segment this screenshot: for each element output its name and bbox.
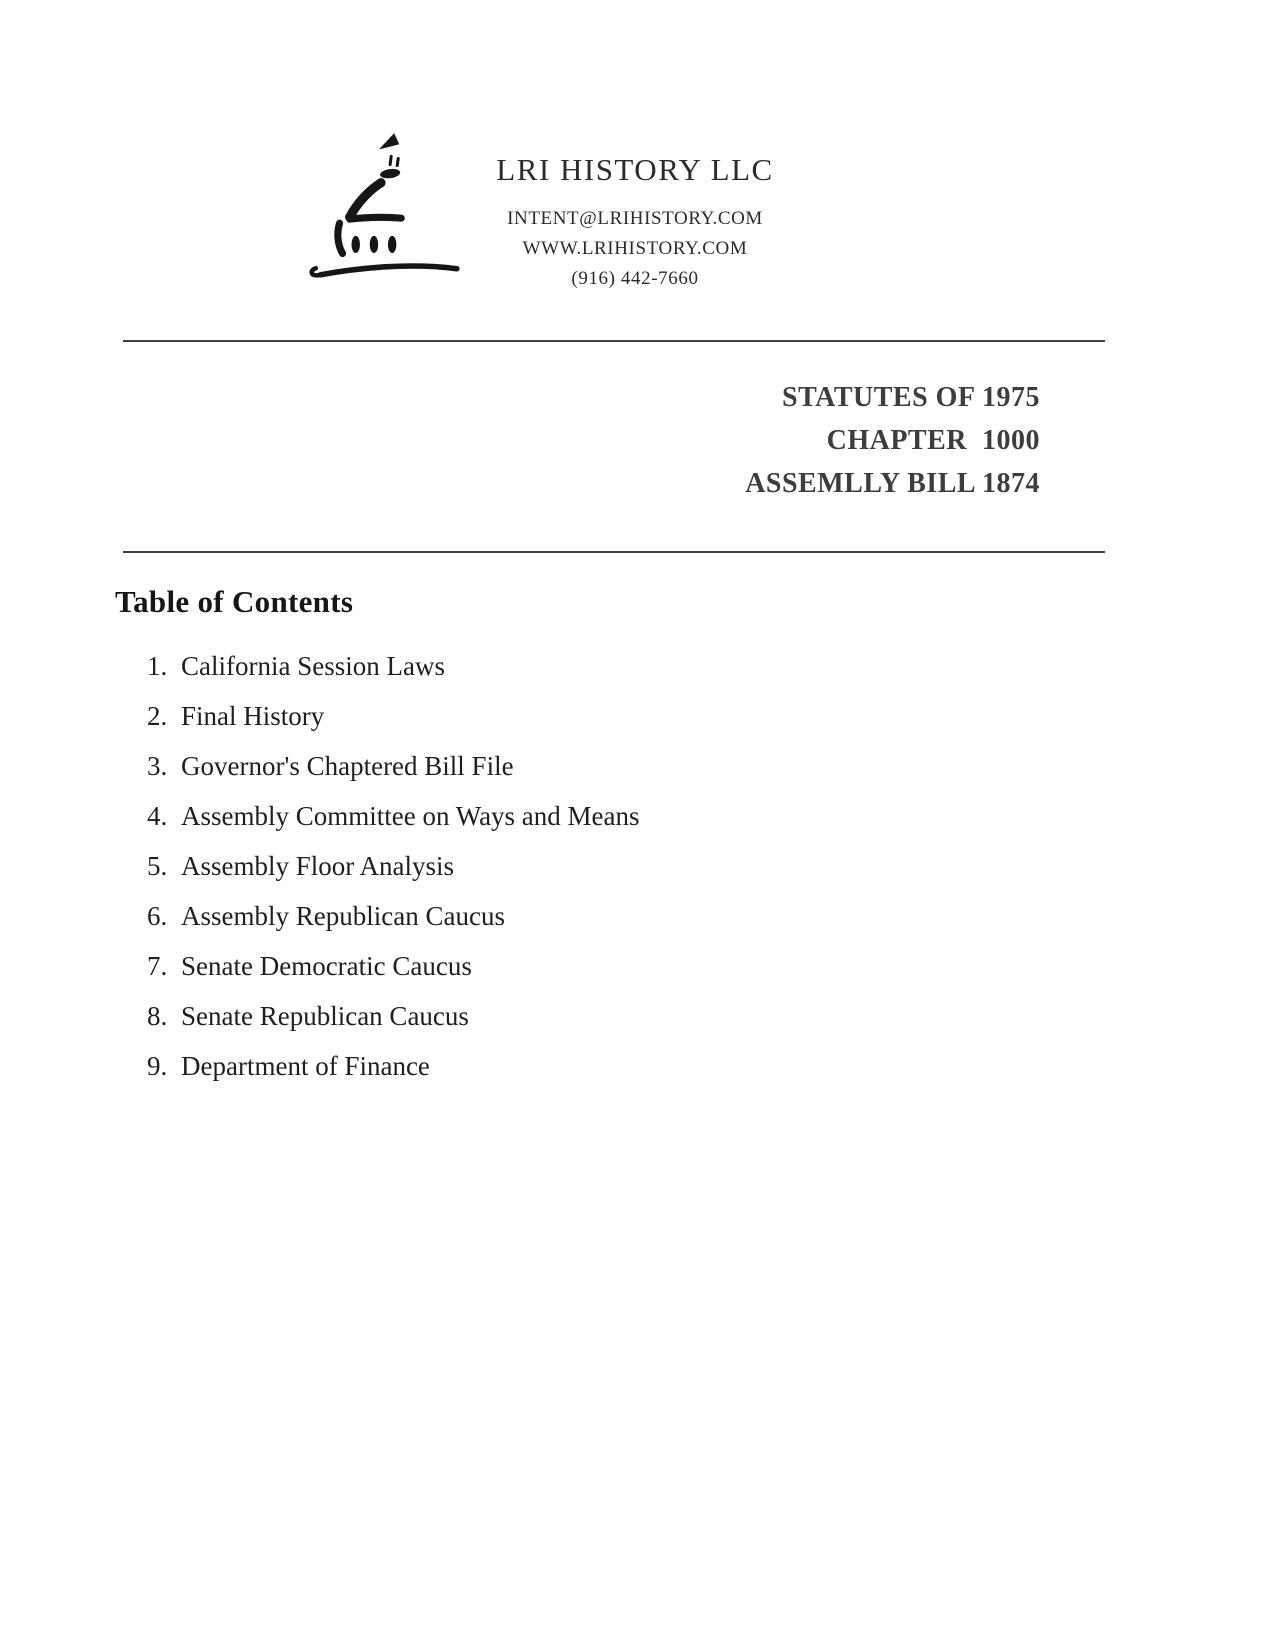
- toc-item-number: 4.: [147, 801, 168, 831]
- chapter-line: CHAPTER 1000: [826, 425, 1040, 456]
- toc-item-number: 9.: [147, 1051, 168, 1081]
- toc-item: [147, 750, 907, 800]
- toc-item: [147, 700, 907, 750]
- toc-item-label: Senate Republican Caucus: [181, 1001, 469, 1031]
- horizontal-rule-bottom: [123, 551, 1105, 553]
- toc-item-label: Senate Democratic Caucus: [181, 951, 472, 981]
- horizontal-rule-top: [123, 340, 1105, 342]
- toc-item: [147, 900, 907, 950]
- toc-item: [147, 950, 907, 1000]
- company-name: LRI HISTORY LLC: [496, 152, 774, 187]
- toc-item-number: 5.: [147, 851, 168, 881]
- contact-lines: [415, 204, 855, 294]
- toc-item-number: 2.: [147, 701, 168, 731]
- toc-item-label: Assembly Republican Caucus: [181, 901, 505, 931]
- toc-item-label: California Session Laws: [181, 651, 445, 681]
- statutes-line: STATUTES OF 1975: [782, 382, 1040, 413]
- toc-item: [147, 1000, 907, 1050]
- toc-item: [147, 1050, 907, 1100]
- toc-item-label: Governor's Chaptered Bill File: [181, 751, 514, 781]
- toc-item-number: 6.: [147, 901, 168, 931]
- toc-item: [147, 650, 907, 700]
- toc-item-number: 3.: [147, 751, 168, 781]
- bill-line: ASSEMLLY BILL 1874: [745, 468, 1040, 499]
- company-phone: (916) 442-7660: [571, 268, 699, 289]
- letterhead: [415, 150, 855, 294]
- toc-item-number: 7.: [147, 951, 168, 981]
- company-website: WWW.LRIHISTORY.COM: [522, 238, 748, 259]
- toc-item-label: Assembly Floor Analysis: [181, 851, 455, 881]
- toc-item: [147, 800, 907, 850]
- toc-item-label: Assembly Committee on Ways and Means: [181, 801, 640, 831]
- toc-item-label: Final History: [181, 701, 325, 731]
- toc-list: [147, 650, 907, 1100]
- company-email: INTENT@LRIHISTORY.COM: [507, 208, 763, 229]
- toc-item-number: 8.: [147, 1001, 168, 1031]
- toc-item-label: Department of Finance: [181, 1051, 430, 1081]
- toc-heading: Table of Contents: [115, 584, 354, 619]
- toc-item: [147, 850, 907, 900]
- toc-item-number: 1.: [147, 651, 168, 681]
- document-info-block: [600, 376, 1040, 505]
